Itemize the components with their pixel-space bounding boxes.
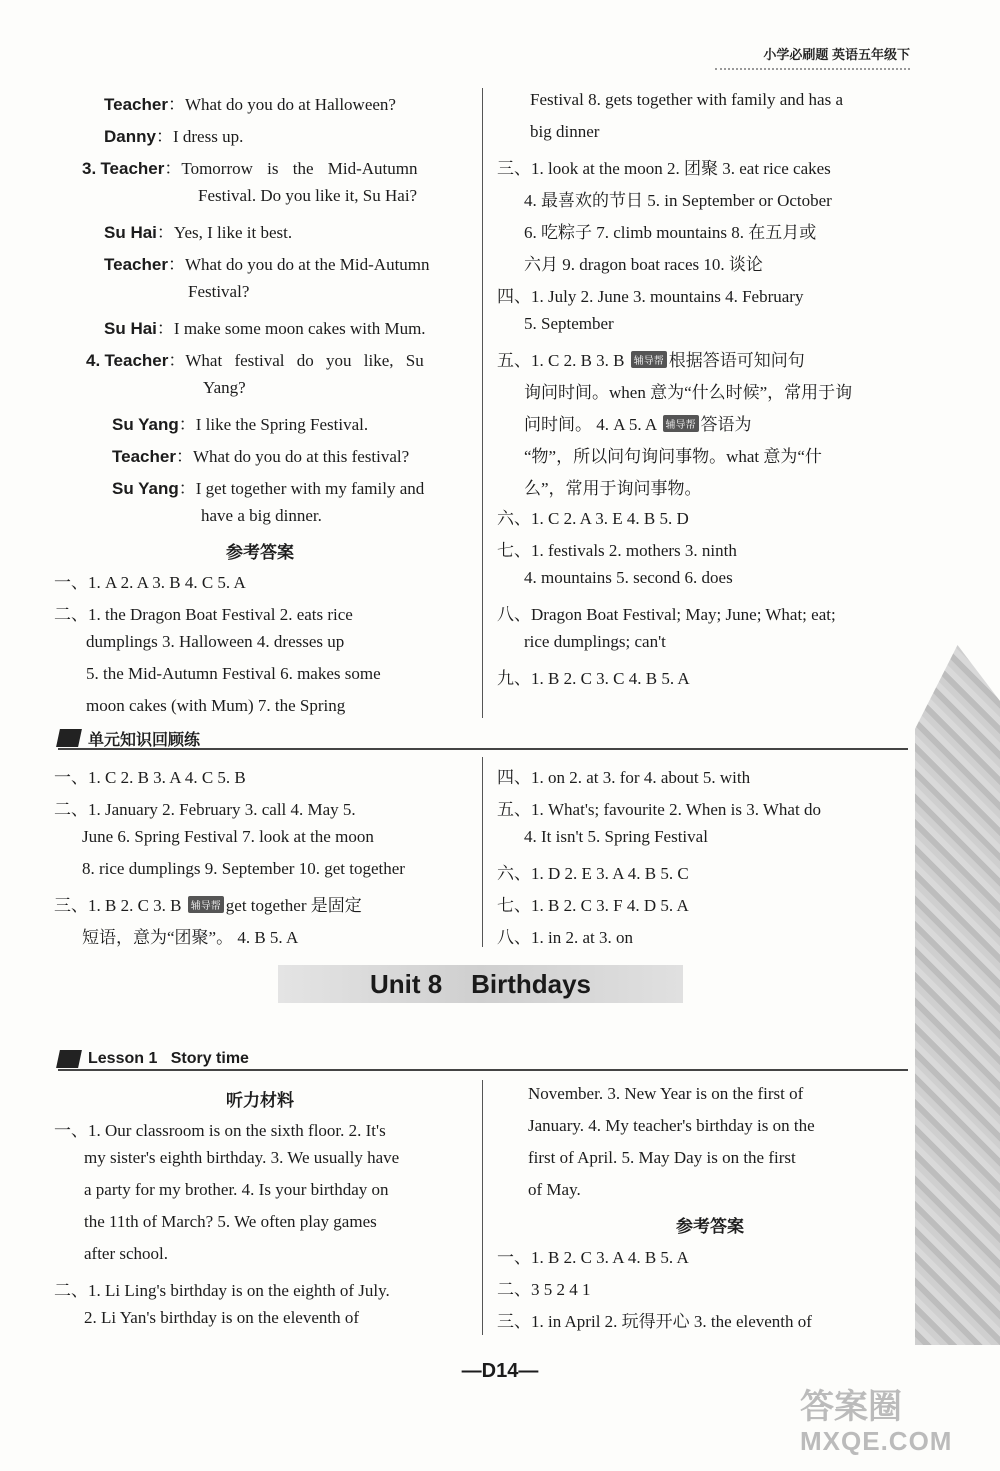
review-section-title: 单元知识回顾练 xyxy=(88,731,201,749)
listening-heading: 听力材料 xyxy=(226,1091,294,1110)
lesson-section-header xyxy=(58,1049,249,1069)
listening-line: the 11th of March? 5. We often play games xyxy=(84,1212,377,1231)
answer-line: 一、1. A 2. A 3. B 4. C 5. A xyxy=(54,573,246,592)
reference-answers-heading: 参考答案 xyxy=(226,543,294,562)
answer-line: June 6. Spring Festival 7. look at the moon xyxy=(82,827,374,846)
header-divider xyxy=(715,68,910,70)
dialogue-line: Teacher：What do you do at the Mid-Autumn xyxy=(104,255,430,274)
listening-line: my sister's eighth birthday. 3. We usually have xyxy=(84,1148,400,1167)
answer-line: 四、1. July 2. June 3. mountains 4. February xyxy=(497,287,804,306)
section-marker-icon xyxy=(56,1050,82,1068)
dialogue-line: 3. Teacher：Tomorrow is the Mid-Autumn xyxy=(82,159,418,178)
section-underline xyxy=(58,748,908,750)
answer-line: 5. the Mid-Autumn Festival 6. makes some xyxy=(86,664,381,683)
answer-line: 短语，意为“团聚”。 4. B 5. A xyxy=(82,928,299,947)
answer-line: moon cakes (with Mum) 7. the Spring xyxy=(86,696,346,715)
answer-line: 八、Dragon Boat Festival; May; June; What; eat; xyxy=(497,605,836,624)
listening-line: November. 3. New Year is on the first of xyxy=(528,1084,804,1103)
reference-answers-heading: 参考答案 xyxy=(676,1217,744,1236)
answer-line: 4. 最喜欢的节日 5. in September or October xyxy=(524,191,832,210)
answer-line: rice dumplings; can't xyxy=(524,632,666,651)
answer-line: 8. rice dumplings 9. September 10. get together xyxy=(82,859,405,878)
answer-line: dumplings 3. Halloween 4. dresses up xyxy=(86,632,345,651)
listening-line: first of April. 5. May Day is on the first xyxy=(528,1148,796,1167)
answer-line: 八、1. in 2. at 3. on xyxy=(497,928,633,947)
listening-line: 二、1. Li Ling's birthday is on the eighth of July. xyxy=(54,1281,390,1300)
book-title: 小学必刷题 英语五年级下 xyxy=(763,47,910,62)
answer-line: 6. 吃粽子 7. climb mountains 8. 在五月或 xyxy=(524,223,817,242)
page-number: —D14— xyxy=(461,1360,539,1382)
tutor-badge: 辅导帮 xyxy=(188,896,224,913)
answer-line: Festival 8. gets together with family and has a xyxy=(530,90,844,109)
dialogue-line: Yang? xyxy=(203,378,246,397)
answer-line: 三、1. look at the moon 2. 团聚 3. eat rice cakes xyxy=(497,159,831,178)
listening-line: 2. Li Yan's birthday is on the eleventh of xyxy=(84,1308,360,1327)
column-divider-review xyxy=(482,757,483,947)
unit-banner: Unit 8 Birthdays xyxy=(278,965,683,1003)
column-divider-lesson xyxy=(482,1080,483,1335)
answer-line: “物”，所以问句询问事物。what 意为“什 xyxy=(524,447,822,466)
column-divider-top xyxy=(482,88,483,718)
dialogue-line: have a big dinner. xyxy=(201,506,322,525)
answer-line: 二、1. January 2. February 3. call 4. May 5. xyxy=(54,800,356,819)
answer-line: 六月 9. dragon boat races 10. 谈论 xyxy=(524,255,763,274)
answer-line: 一、1. C 2. B 3. A 4. C 5. B xyxy=(54,768,246,787)
listening-line: January. 4. My teacher's birthday is on the xyxy=(528,1116,815,1135)
dialogue-line: Teacher：What do you do at Halloween? xyxy=(104,95,396,114)
answer-line: 5. September xyxy=(524,314,614,333)
dialogue-line: Su Yang：I get together with my family and xyxy=(112,479,425,498)
answer-line: 二、1. the Dragon Boat Festival 2. eats rice xyxy=(54,605,353,624)
answer-line: 4. mountains 5. second 6. does xyxy=(524,568,733,587)
listening-line: 一、1. Our classroom is on the sixth floor. 2. It's xyxy=(54,1121,386,1140)
answer-line: 4. It isn't 5. Spring Festival xyxy=(524,827,708,846)
answer-line: 六、1. D 2. E 3. A 4. B 5. C xyxy=(497,864,689,883)
answer-line: 七、1. B 2. C 3. F 4. D 5. A xyxy=(497,896,689,915)
decorative-side-pattern xyxy=(915,645,1000,1345)
dialogue-line: Teacher：What do you do at this festival? xyxy=(112,447,410,466)
dialogue-line: Festival? xyxy=(188,282,250,301)
listening-line: after school. xyxy=(84,1244,169,1263)
dialogue-line: 4. Teacher：What festival do you like, Su xyxy=(86,351,424,370)
section-underline xyxy=(58,1069,908,1071)
answer-line: 九、1. B 2. C 3. C 4. B 5. A xyxy=(497,669,690,688)
answer-line: 询问时间。when 意为“什么时候”，常用于询 xyxy=(524,383,853,402)
listening-line: of May. xyxy=(528,1180,581,1199)
answer-line: 四、1. on 2. at 3. for 4. about 5. with xyxy=(497,768,751,787)
answer-line: 七、1. festivals 2. mothers 3. ninth xyxy=(497,541,737,560)
tutor-badge: 辅导帮 xyxy=(663,415,699,432)
watermark-logo: 答案圈 MXQE.COM xyxy=(800,1388,953,1456)
answer-line: 五、1. C 2. B 3. B 辅导帮 根据答语可知问句 xyxy=(497,351,805,370)
answer-line: 一、1. B 2. C 3. A 4. B 5. A xyxy=(497,1248,689,1267)
answer-line: 三、1. B 2. C 3. B 辅导帮 get together 是固定 xyxy=(54,896,362,915)
section-marker-icon xyxy=(56,729,82,747)
answer-line: 五、1. What's; favourite 2. When is 3. What do xyxy=(497,800,821,819)
answer-line: 二、3 5 2 4 1 xyxy=(497,1280,591,1299)
dialogue-line: Festival. Do you like it, Su Hai? xyxy=(198,186,418,205)
dialogue-line: Danny：I dress up. xyxy=(104,127,244,146)
answer-line: 问时间。 4. A 5. A 辅导帮 答语为 xyxy=(524,415,752,434)
answer-line: 三、1. in April 2. 玩得开心 3. the eleventh of xyxy=(497,1312,812,1331)
lesson-section-title: Lesson 1 Story time xyxy=(88,1050,249,1067)
dialogue-line: Su Hai：I make some moon cakes with Mum. xyxy=(104,319,426,338)
review-section-header xyxy=(58,728,200,748)
answer-line: big dinner xyxy=(530,122,600,141)
dialogue-line: Su Yang：I like the Spring Festival. xyxy=(112,415,369,434)
tutor-badge: 辅导帮 xyxy=(631,351,667,368)
answer-line: 么”，常用于询问事物。 xyxy=(524,479,702,498)
listening-line: a party for my brother. 4. Is your birthday on xyxy=(84,1180,389,1199)
dialogue-line: Su Hai：Yes, I like it best. xyxy=(104,223,293,242)
answer-line: 六、1. C 2. A 3. E 4. B 5. D xyxy=(497,509,689,528)
